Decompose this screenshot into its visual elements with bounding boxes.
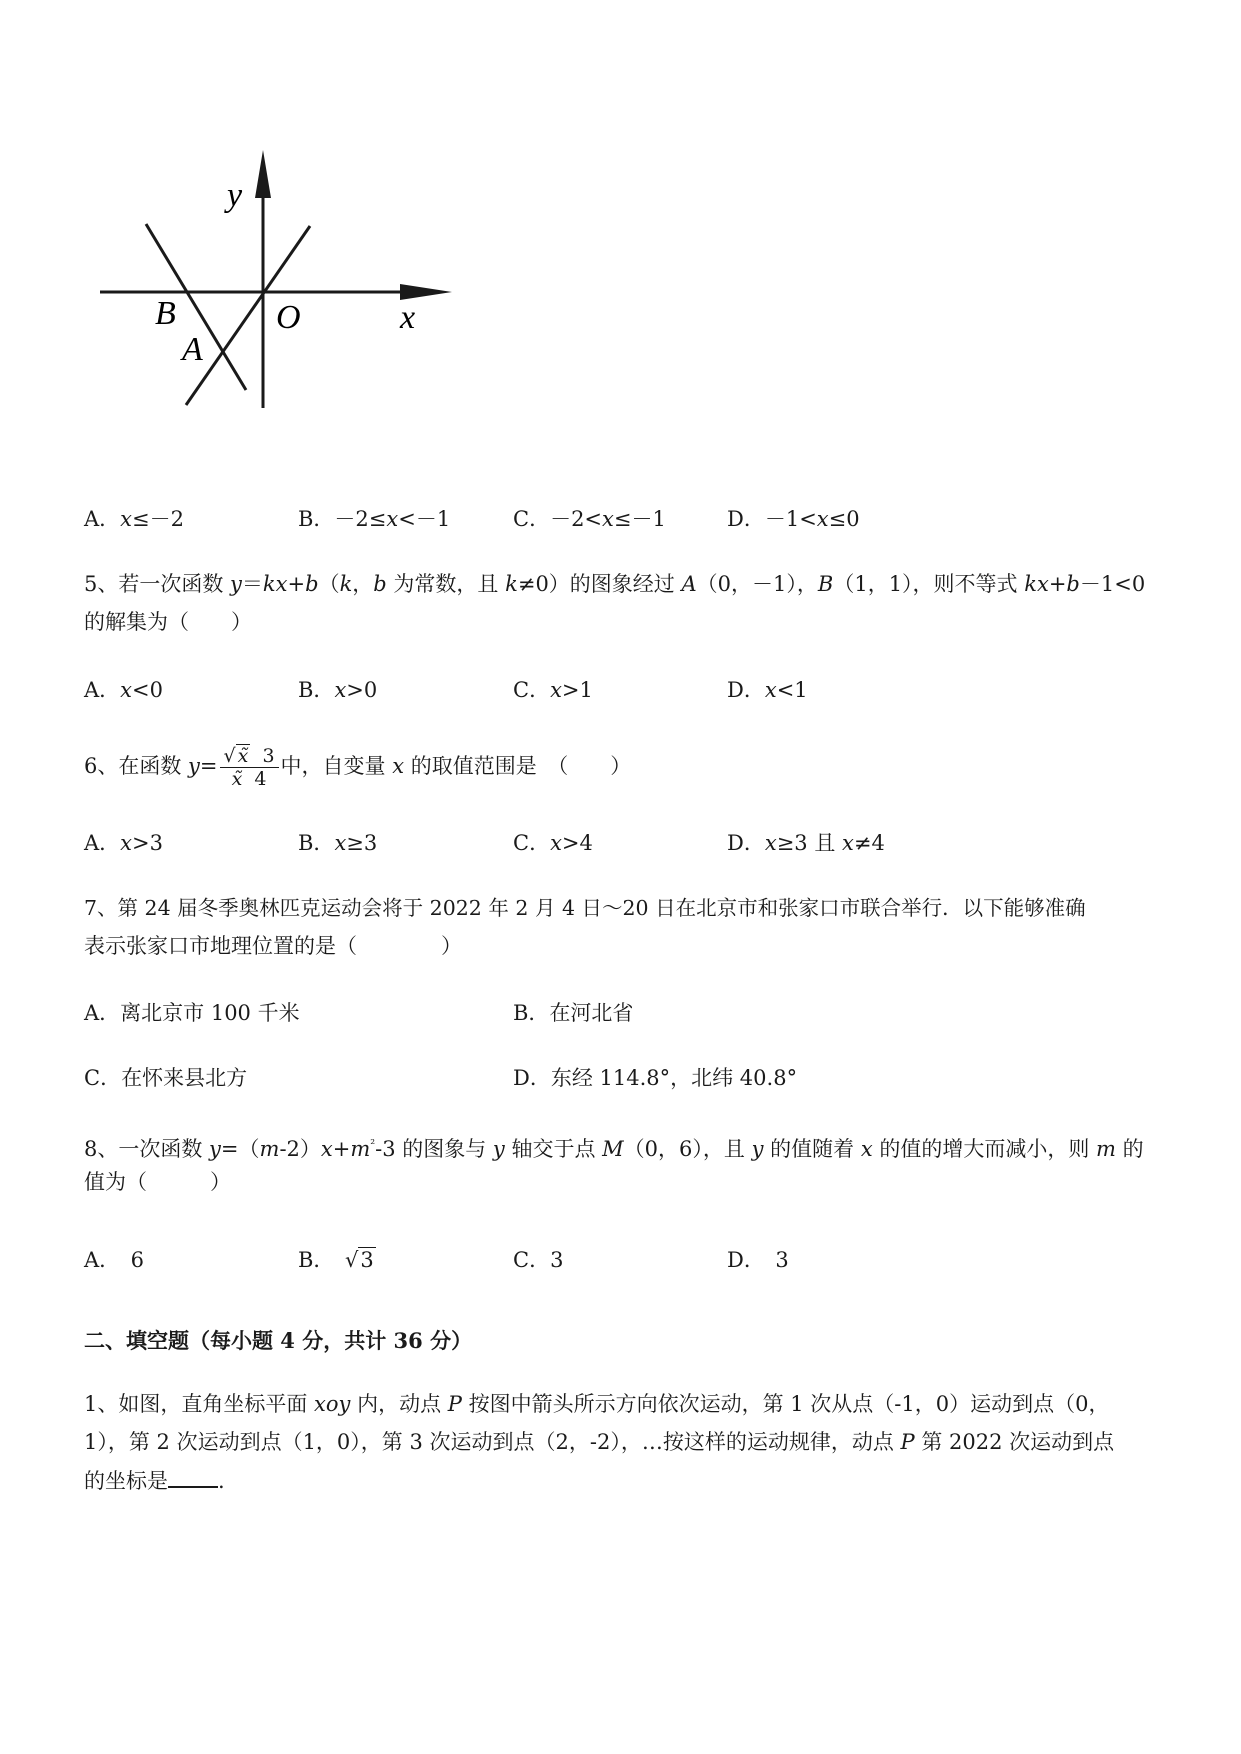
y-axis-label: y [227, 177, 243, 214]
y-axis-arrow [255, 150, 271, 198]
section2-heading: 二、填空题（每小题 4 分，共计 36 分） [84, 1328, 473, 1353]
q8-stem-line1: 8、一次函数 $y=(m-2)x+m^{^2}-3$ 的图象与 y 轴交于点 M（0，6），且 y 的值随着 x 的值的增大而减小，则 m 的 [84, 1137, 1144, 1161]
q8-option-d[interactable]: D． 3 [727, 1248, 789, 1272]
fill1-line1: 1、如图，直角坐标平面 xoy 内，动点 P 按图中箭头所示方向依次运动，第 1 次从点（-1，0）运动到点（0， [84, 1392, 1110, 1416]
q4-option-a[interactable] [84, 505, 184, 533]
q4-option-d[interactable] [727, 505, 860, 533]
option-prefix: A． [84, 507, 121, 531]
option-text: ≤0 [828, 507, 860, 531]
graph-figure [100, 150, 470, 420]
option-text: ≤－1 [613, 507, 666, 531]
q7-option-c[interactable]: C．在怀来县北方 [84, 1066, 248, 1090]
q6-option-c[interactable]: C．x>4 [513, 831, 593, 855]
q6-stem: 6、在函数 y= $\frac{√ x̃ 3}{x̃ 4}$ 中，自变量 x 的取值范围是 （ ） [84, 745, 632, 790]
option-text: <－1 [398, 507, 451, 531]
option-prefix: B．－2≤ [298, 507, 387, 531]
fill1-line2: 1），第 2 次运动到点（1，0），第 3 次运动到点（2，-2），…按这样的运动规律，动点 P 第 2022 次运动到点 [84, 1430, 1115, 1454]
answer-blank[interactable] [168, 1466, 218, 1488]
q4-option-c[interactable] [513, 505, 666, 533]
q8-option-c[interactable]: C．3 [513, 1248, 564, 1272]
var: x [602, 507, 614, 531]
option-text: ≤－2 [132, 507, 184, 531]
q6-option-d[interactable]: D．x≥3 且 x≠4 [727, 831, 885, 855]
q7-stem-line2: 表示张家口市地理位置的是（ ） [84, 934, 462, 958]
q8-option-b[interactable]: B． √3 [298, 1248, 374, 1272]
q5-stem-line1: 5、若一次函数 y＝kx+b（k，b 为常数，且 k≠0）的图象经过 A（0，－1），B（1，1），则不等式 kx+b－1<0 [84, 572, 1146, 596]
var: x [120, 507, 133, 531]
point-b-label: B [155, 295, 176, 332]
sqrt-symbol: √3 [344, 1248, 374, 1272]
option-prefix: C．－2< [513, 507, 603, 531]
q6-fraction: $\frac{√ x̃ 3}{x̃ 4}$ [220, 745, 279, 790]
var: x [386, 507, 399, 531]
q5-option-c[interactable]: C．x>1 [513, 678, 593, 702]
q5-option-a[interactable]: A．x<0 [84, 678, 163, 702]
q7-stem-line1: 7、第 24 届冬季奥林匹克运动会将于 2022 年 2 月 4 日～20 日在北京市和张家口市联合举行．以下能够准确 [84, 896, 1086, 920]
x-axis-label: x [400, 299, 416, 336]
q8-option-a[interactable]: A． 6 [84, 1248, 145, 1272]
x-axis-arrow [400, 284, 452, 300]
point-a-label: A [182, 331, 203, 368]
option-prefix: D．－1< [727, 507, 817, 531]
q8-stem-line2: 值为（ ） [84, 1170, 231, 1194]
q6-option-b[interactable]: B．x≥3 [298, 831, 378, 855]
q5-stem-line2: 的解集为（ ） [84, 610, 252, 634]
fill1-line3: 的坐标是 . [84, 1466, 225, 1495]
q4-option-b[interactable] [298, 505, 450, 533]
q5-option-b[interactable]: B．x>0 [298, 678, 378, 702]
q7-option-a[interactable]: A．离北京市 100 千米 [84, 1001, 300, 1025]
q6-option-a[interactable]: A．x>3 [84, 831, 163, 855]
q7-option-d[interactable]: D．东经 114.8°，北纬 40.8° [513, 1066, 798, 1090]
q5-option-d[interactable]: D．x<1 [727, 678, 808, 702]
var: x [816, 507, 829, 531]
origin-label: O [276, 299, 301, 336]
q7-option-b[interactable]: B．在河北省 [513, 1001, 634, 1025]
